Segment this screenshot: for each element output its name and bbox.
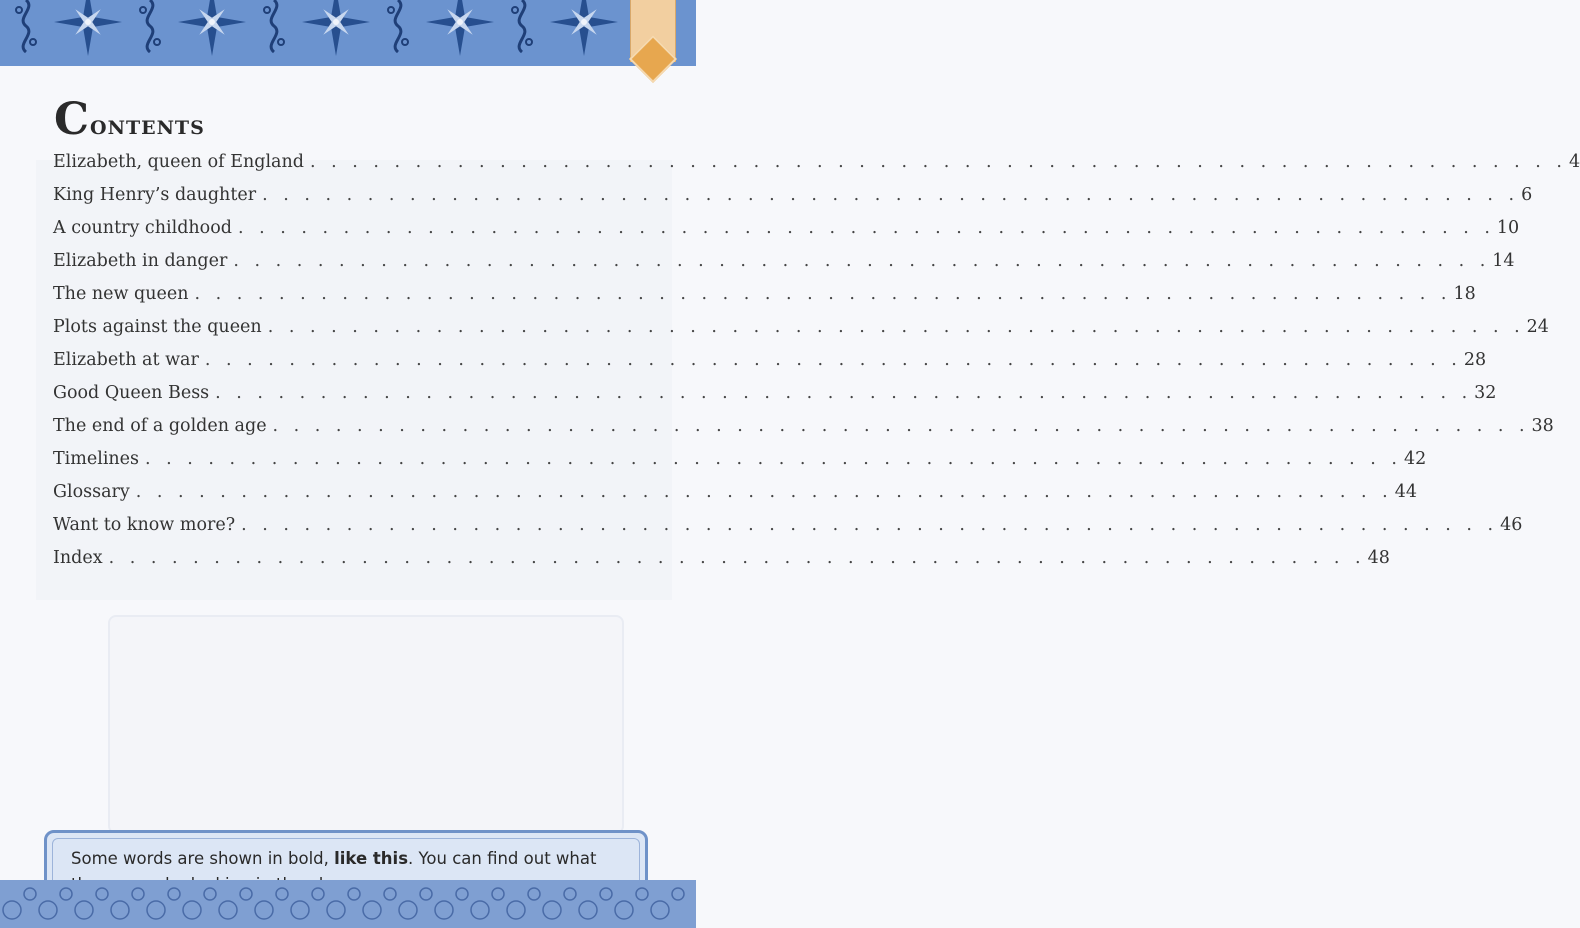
compass-star-pattern <box>0 0 696 66</box>
toc-dot-leader: . . . . . . . . . . . . . . . . . . . . . . . . . . . . . . . . . . . . . . . . . . . . . . . . . . . . . . . . . . . . <box>237 218 1495 238</box>
toc-entry-title: Elizabeth at war <box>53 350 199 370</box>
toc-entry-title: Want to know more? <box>53 515 236 535</box>
toc-page-number: 32 <box>1474 383 1497 403</box>
toc-entry[interactable] <box>53 284 1476 317</box>
toc-page-number: 46 <box>1500 515 1523 535</box>
toc-page-number: 4 <box>1568 152 1580 172</box>
toc-entry[interactable] <box>53 317 1549 350</box>
toc-dot-leader: . . . . . . . . . . . . . . . . . . . . . . . . . . . . . . . . . . . . . . . . . . . . . . . . . . . . . . . . . . . . <box>272 416 1530 436</box>
show-through-box <box>108 615 624 834</box>
toc-entry[interactable] <box>53 383 1497 416</box>
toc-entry[interactable] <box>53 218 1520 251</box>
note-text-before: Some words are shown in bold, <box>71 849 335 868</box>
toc-entry[interactable] <box>53 449 1427 482</box>
toc-page-number: 48 <box>1367 548 1390 568</box>
toc-entry[interactable] <box>53 350 1487 383</box>
toc-dot-leader: . . . . . . . . . . . . . . . . . . . . . . . . . . . . . . . . . . . . . . . . . . . . . . . . . . . . . . . . . . . . <box>135 482 1393 502</box>
toc-entry-title: Plots against the queen <box>53 317 262 337</box>
toc-entry-title: King Henry’s daughter <box>53 185 257 205</box>
toc-dot-leader: . . . . . . . . . . . . . . . . . . . . . . . . . . . . . . . . . . . . . . . . . . . . . . . . . . . . . . . . . . . . <box>262 185 1520 205</box>
toc-page-number: 18 <box>1453 284 1476 304</box>
toc-dot-leader: . . . . . . . . . . . . . . . . . . . . . . . . . . . . . . . . . . . . . . . . . . . . . . . . . . . . . . . . . . . . <box>108 548 1366 568</box>
note-bold-example: like this <box>334 849 409 868</box>
toc-entry[interactable] <box>53 548 1390 581</box>
note-text-after: . You can find out what <box>408 849 597 868</box>
toc-entry[interactable] <box>53 185 1533 218</box>
toc-entry-title: The end of a golden age <box>53 416 267 436</box>
toc-entry-title: The new queen <box>53 284 189 304</box>
toc-entry[interactable] <box>53 416 1554 449</box>
contents-heading: Contents <box>54 94 205 145</box>
toc-page-number: 38 <box>1531 416 1554 436</box>
toc-dot-leader: . . . . . . . . . . . . . . . . . . . . . . . . . . . . . . . . . . . . . . . . . . . . . . . . . . . . . . . . . . . . <box>194 284 1452 304</box>
toc-entry[interactable] <box>53 515 1523 548</box>
ornamental-scroll-pattern <box>0 880 696 928</box>
toc-entry-title: Glossary <box>53 482 130 502</box>
toc-dot-leader: . . . . . . . . . . . . . . . . . . . . . . . . . . . . . . . . . . . . . . . . . . . . . . . . . . . . . . . . . . . . <box>241 515 1499 535</box>
toc-dot-leader: . . . . . . . . . . . . . . . . . . . . . . . . . . . . . . . . . . . . . . . . . . . . . . . . . . . . . . . . . . . . <box>233 251 1491 271</box>
toc-dot-leader: . . . . . . . . . . . . . . . . . . . . . . . . . . . . . . . . . . . . . . . . . . . . . . . . . . . . . . . . . . . . <box>267 317 1525 337</box>
toc-dot-leader: . . . . . . . . . . . . . . . . . . . . . . . . . . . . . . . . . . . . . . . . . . . . . . . . . . . . . . . . . . . . <box>204 350 1462 370</box>
toc-entry-title: Good Queen Bess <box>53 383 210 403</box>
toc-page-number: 24 <box>1526 317 1549 337</box>
toc-page-number: 42 <box>1404 449 1427 469</box>
decorative-footer <box>0 880 696 928</box>
contents-list <box>53 152 1580 581</box>
toc-page-number: 28 <box>1463 350 1487 370</box>
toc-dot-leader: . . . . . . . . . . . . . . . . . . . . . . . . . . . . . . . . . . . . . . . . . . . . . . . . . . . . . . . . . . . . <box>145 449 1402 469</box>
toc-entry-title: A country childhood <box>53 218 232 238</box>
toc-dot-leader: . . . . . . . . . . . . . . . . . . . . . . . . . . . . . . . . . . . . . . . . . . . . . . . . . . . . . . . . . . . . <box>215 383 1473 403</box>
toc-entry-title: Timelines <box>53 449 140 469</box>
toc-page-number: 44 <box>1394 482 1418 502</box>
toc-page-number: 14 <box>1492 251 1515 271</box>
toc-entry-title: Elizabeth in danger <box>53 251 228 271</box>
toc-page-number: 6 <box>1521 185 1533 205</box>
toc-page-number: 10 <box>1496 218 1520 238</box>
decorative-banner <box>0 0 696 66</box>
toc-entry-title: Elizabeth, queen of England <box>53 152 304 172</box>
toc-dot-leader: . . . . . . . . . . . . . . . . . . . . . . . . . . . . . . . . . . . . . . . . . . . . . . . . . . . . . . . . . . . . <box>309 152 1567 172</box>
toc-entry[interactable] <box>53 152 1580 185</box>
toc-entry-title: Index <box>53 548 103 568</box>
toc-entry[interactable] <box>53 251 1515 284</box>
toc-entry[interactable] <box>53 482 1418 515</box>
